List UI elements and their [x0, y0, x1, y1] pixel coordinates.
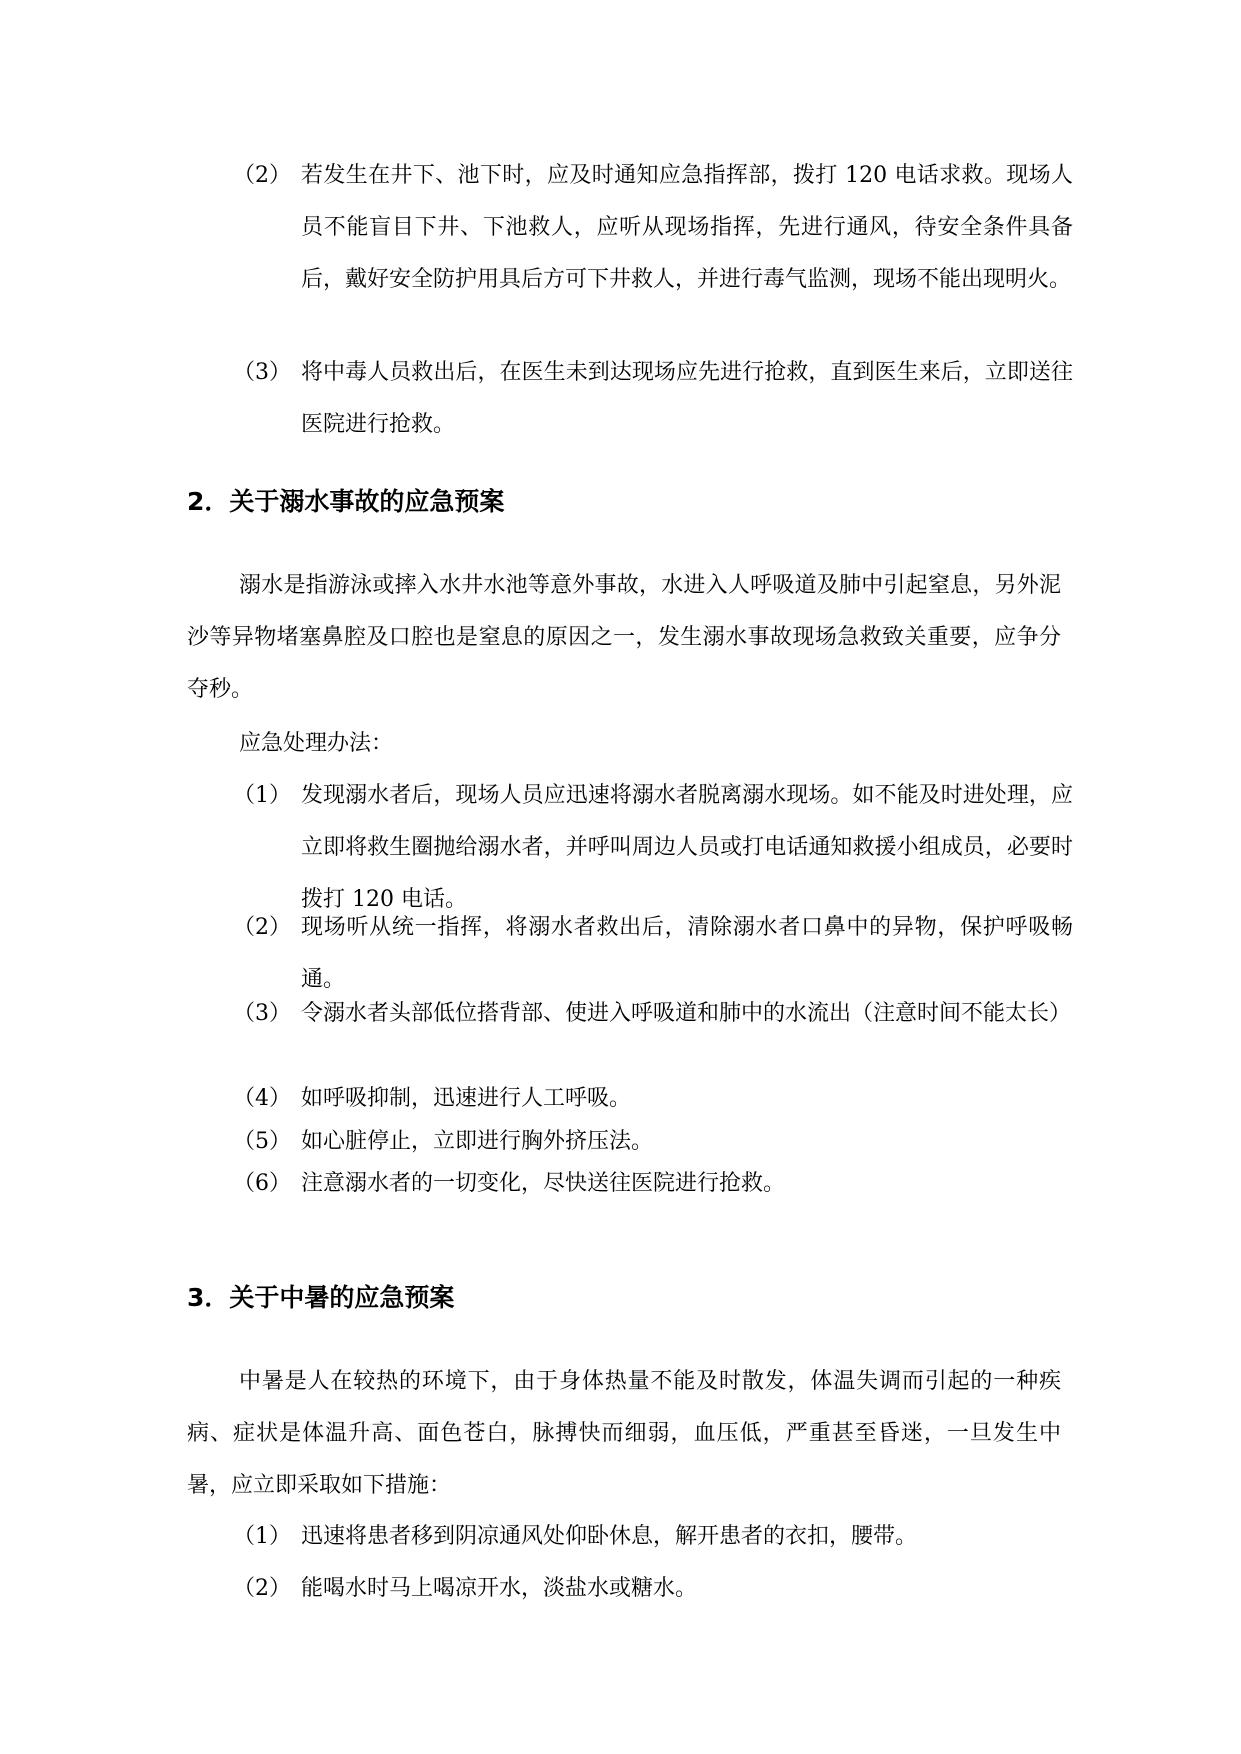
list-item [233, 1563, 1073, 1615]
item-number: （2） [233, 1576, 291, 1601]
section-heading: 2．关于溺水事故的应急预案 [187, 487, 505, 516]
list-item [233, 1511, 1073, 1563]
item-text: 发现溺水者后，现场人员应迅速将溺水者脱离溺水现场。如不能及时进处理，应立即将救生圈抛给溺水者，并呼叫周边人员或打电话通知救援小组成员，必要时拨打 120 电话。 [301, 783, 1073, 912]
item-text: 如呼吸抑制，迅速进行人工呼吸。 [301, 1086, 632, 1111]
section-heading: 3．关于中暑的应急预案 [187, 1283, 455, 1312]
list-item [233, 347, 1073, 451]
item-number: （6） [233, 1171, 291, 1196]
item-text: 如心脏停止，立即进行胸外挤压法。 [301, 1129, 654, 1154]
item-number: （2） [233, 163, 291, 188]
item-number: （2） [233, 915, 291, 940]
list-label: 应急处理办法： [239, 731, 394, 756]
item-number: （4） [233, 1086, 291, 1111]
item-text: 令溺水者头部低位搭背部、使进入呼吸道和肺中的水流出（注意时间不能太长） [301, 1001, 1072, 1026]
item-text: 注意溺水者的一切变化，尽快送往医院进行抢救。 [301, 1171, 786, 1196]
body-paragraph: 中暑是人在较热的环境下，由于身体热量不能及时散发，体温失调而引起的一种疾病、症状是体温升高、面色苍白，脉搏快而细弱，血压低，严重甚至昏迷，一旦发生中暑，应立即采取如下措施： [187, 1369, 1061, 1498]
body-paragraph: 溺水是指游泳或摔入水井水池等意外事故，水进入人呼吸道及肺中引起窒息，另外泥沙等异物堵塞鼻腔及口腔也是窒息的原因之一，发生溺水事故现场急救致关重要，应争分夺秒。 [187, 573, 1061, 702]
item-text: 迅速将患者移到阴凉通风处仰卧休息，解开患者的衣扣，腰带。 [301, 1524, 918, 1549]
item-number: （3） [233, 360, 291, 385]
item-text: 现场听从统一指挥，将溺水者救出后，清除溺水者口鼻中的异物，保护呼吸畅通。 [301, 915, 1073, 992]
item-number: （3） [233, 1001, 291, 1026]
item-number: （1） [233, 1524, 291, 1549]
list-item [233, 1158, 1073, 1210]
item-number: （5） [233, 1129, 291, 1154]
list-item [233, 150, 1073, 306]
list-item [233, 988, 1073, 1040]
item-text: 若发生在井下、池下时，应及时通知应急指挥部，拨打 120 电话求救。现场人员不能盲目下井、下池救人，应听从现场指挥，先进行通风，待安全条件具备后，戴好安全防护用具后方可下井救人，并进行毒气监测，现场不能出现明火。 [301, 163, 1073, 292]
item-text: 将中毒人员救出后，在医生未到达现场应先进行抢救，直到医生来后，立即送往医院进行抢救。 [301, 360, 1073, 437]
item-number: （1） [233, 783, 291, 808]
item-text: 能喝水时马上喝凉开水，淡盐水或糖水。 [301, 1576, 698, 1601]
